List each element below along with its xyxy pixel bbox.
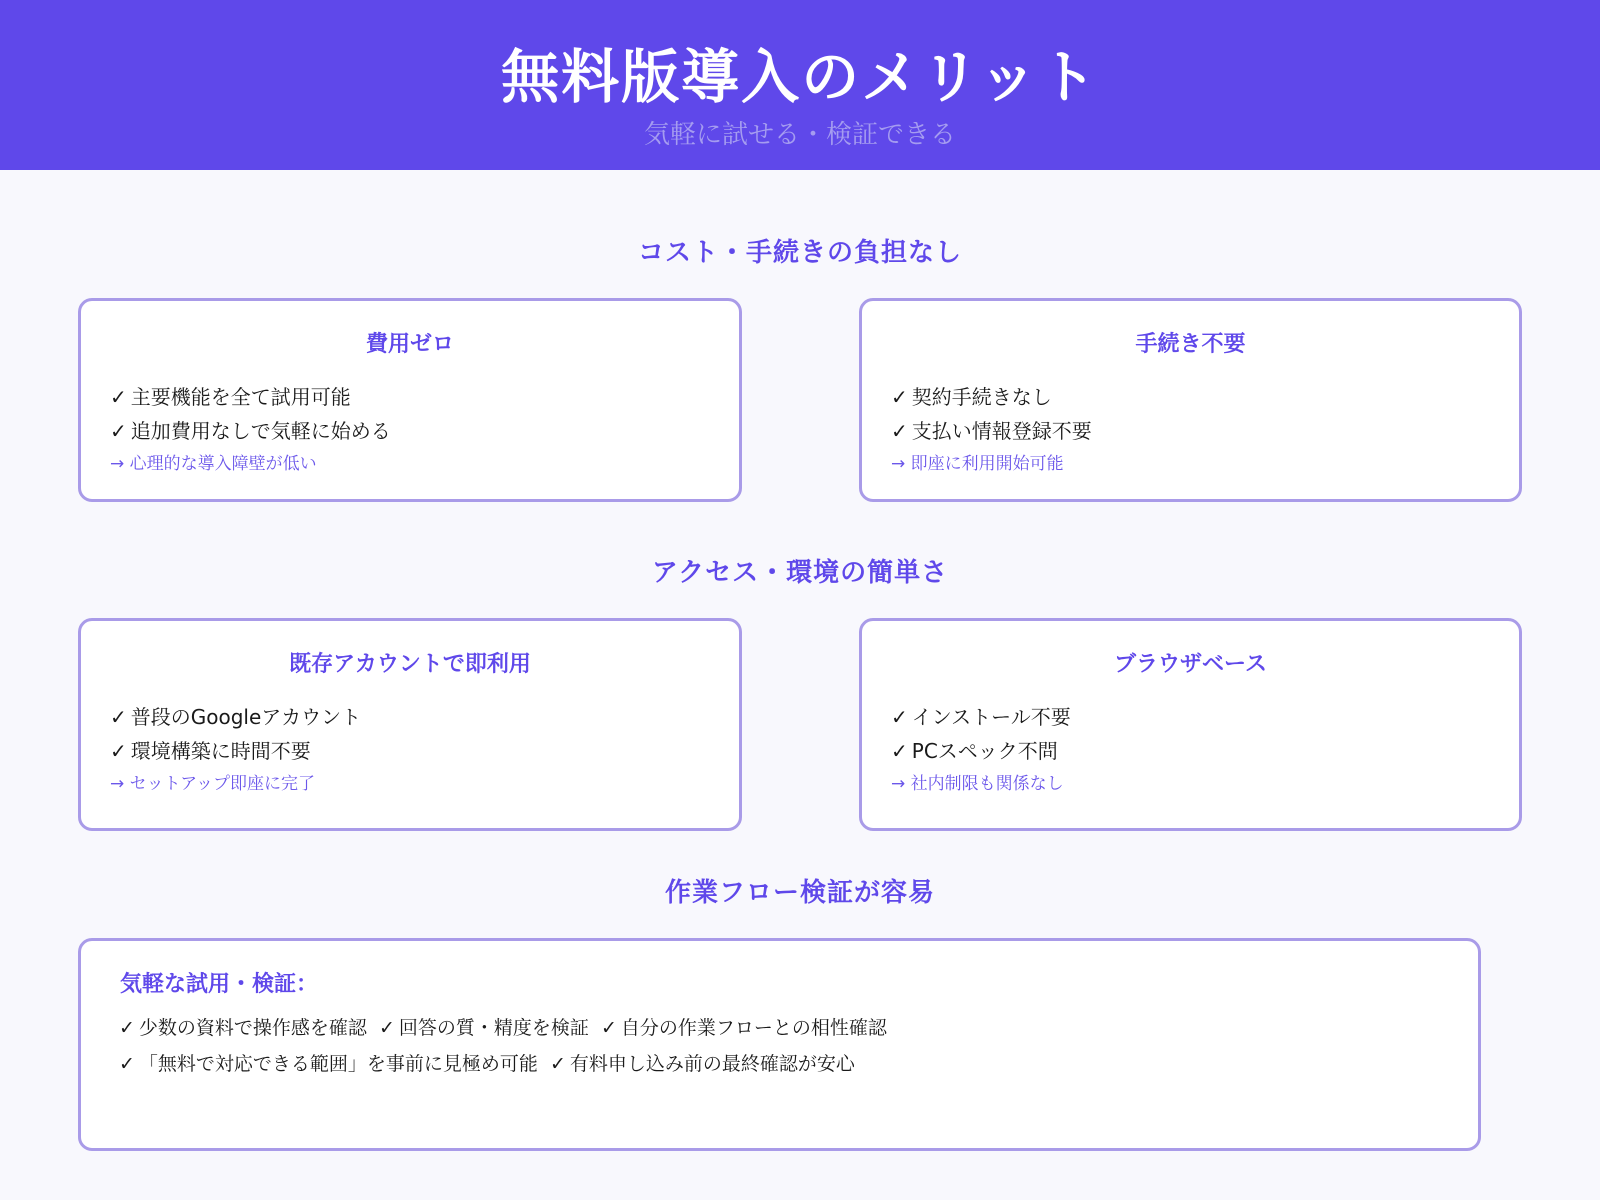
list-item: ✓ 有料申し込み前の最終確認が安心 xyxy=(549,1053,855,1075)
card-title: 気軽な試用・検証： xyxy=(120,972,319,997)
list-row xyxy=(119,1049,1458,1079)
card-existing-account xyxy=(78,618,742,831)
page-title: 無料版導入のメリット xyxy=(501,43,1099,111)
check-icon: ✓ xyxy=(110,419,127,443)
card-trial-verification xyxy=(78,938,1481,1151)
card-zero-cost xyxy=(78,298,742,502)
check-icon: ✓ xyxy=(110,739,127,763)
card-note: → 心理的な導入障壁が低い xyxy=(110,454,317,474)
card-title: 手続き不要 xyxy=(1135,332,1246,357)
check-icon: ✓ xyxy=(110,705,127,729)
section-title-workflow: 作業フロー検証が容易 xyxy=(664,878,935,908)
card-title: 既存アカウントで即利用 xyxy=(289,652,531,677)
list-item: ✓ 回答の質・精度を検証 xyxy=(378,1017,589,1039)
check-icon: ✓ xyxy=(891,385,908,409)
check-icon: ✓ xyxy=(891,739,908,763)
list-item: ✓ 少数の資料で操作感を確認 xyxy=(119,1017,367,1039)
list-item: ✓ 契約手続きなし xyxy=(891,385,1052,409)
page-subtitle: 気軽に試せる・検証できる xyxy=(643,120,956,150)
list-item: ✓ 普段のGoogleアカウント xyxy=(110,705,362,729)
list-row xyxy=(119,1013,1458,1043)
card-note: → 社内制限も関係なし xyxy=(891,774,1064,794)
list-item: ✓ PCスペック不問 xyxy=(891,739,1058,763)
list-item: ✓ 「無料で対応できる範囲」を事前に見極め可能 xyxy=(119,1053,538,1075)
section-title-cost: コスト・手続きの負担なし xyxy=(637,238,962,268)
list-item: ✓ インストール不要 xyxy=(891,705,1071,729)
card-title: 費用ゼロ xyxy=(365,332,454,357)
check-icon: ✓ xyxy=(378,1017,395,1039)
check-icon: ✓ xyxy=(600,1017,617,1039)
card-no-procedure xyxy=(859,298,1522,502)
card-note: → 即座に利用開始可能 xyxy=(891,454,1064,474)
list-item: ✓ 環境構築に時間不要 xyxy=(110,739,311,763)
list-item: ✓ 支払い情報登録不要 xyxy=(891,419,1092,443)
check-icon: ✓ xyxy=(891,705,908,729)
page-header xyxy=(0,0,1600,170)
card-title: ブラウザベース xyxy=(1114,652,1267,677)
list-item: ✓ 主要機能を全て試用可能 xyxy=(110,385,351,409)
card-browser-based xyxy=(859,618,1522,831)
check-icon: ✓ xyxy=(119,1053,135,1075)
check-icon: ✓ xyxy=(549,1053,566,1075)
check-icon: ✓ xyxy=(119,1017,135,1039)
card-note: → セットアップ即座に完了 xyxy=(110,774,315,794)
check-icon: ✓ xyxy=(110,385,127,409)
check-icon: ✓ xyxy=(891,419,908,443)
list-item: ✓ 自分の作業フローとの相性確認 xyxy=(600,1017,887,1039)
list-item: ✓ 追加費用なしで気軽に始める xyxy=(110,419,391,443)
section-title-access: アクセス・環境の簡単さ xyxy=(651,558,949,588)
